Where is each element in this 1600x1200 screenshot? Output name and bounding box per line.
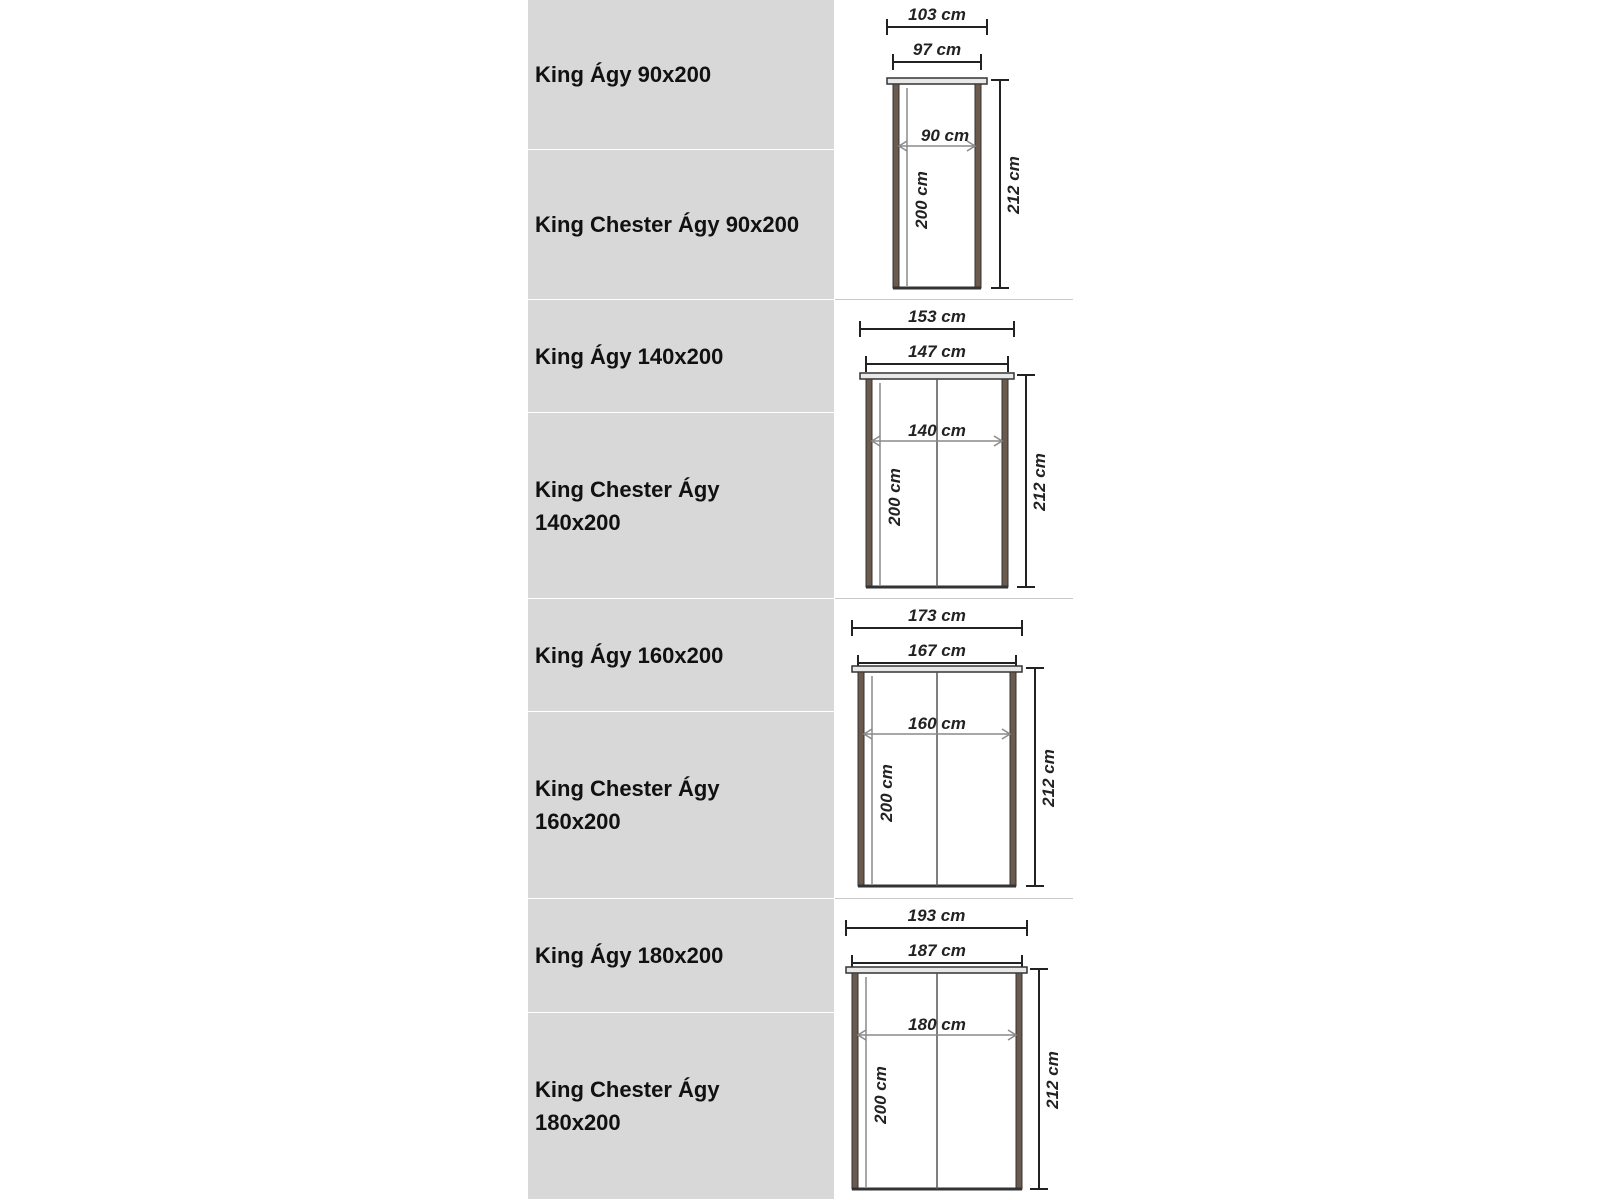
mattress-length-label: 200 cm xyxy=(871,1066,890,1124)
bed-name-cell xyxy=(528,599,834,712)
frame-right-side xyxy=(1002,379,1008,587)
frame-width-dimension-label: 187 cm xyxy=(908,941,966,960)
bed-diagram-cell xyxy=(835,0,1073,300)
frame-width-dimension-label: 147 cm xyxy=(908,342,966,361)
mattress-length-label: 200 cm xyxy=(912,171,931,229)
bed-dimension-diagram xyxy=(835,0,1073,300)
bed-diagram-cell xyxy=(835,899,1073,1200)
total-length-label: 212 cm xyxy=(1043,1051,1062,1109)
mattress-width-label: 180 cm xyxy=(908,1015,966,1034)
bed-name: King Chester Ágy 90x200 xyxy=(535,212,800,237)
outer-width-dimension-label: 193 cm xyxy=(907,906,966,925)
bed-name: King Ágy 140x200 xyxy=(535,343,724,369)
mattress-length-label: 200 cm xyxy=(877,764,896,822)
total-length-label: 212 cm xyxy=(1004,156,1023,214)
headboard xyxy=(846,967,1027,973)
bed-name-cell xyxy=(528,1013,834,1200)
mattress-width-label: 140 cm xyxy=(908,421,966,440)
headboard xyxy=(860,373,1014,379)
bed-dimension-diagram xyxy=(835,599,1073,899)
frame-width-dimension-label: 97 cm xyxy=(912,40,962,59)
bed-name-cell xyxy=(528,300,834,413)
frame-right-side xyxy=(975,84,981,288)
frame-left-side xyxy=(893,84,899,288)
headboard xyxy=(887,78,987,84)
outer-width-dimension-label: 153 cm xyxy=(908,307,966,326)
bed-diagram-cell xyxy=(835,300,1073,599)
bed-name: King Ágy 90x200 xyxy=(535,62,712,87)
mattress-width-label: 90 cm xyxy=(920,126,970,145)
total-length-label: 212 cm xyxy=(1030,453,1049,511)
bed-name: King Chester Ágy 180x200 xyxy=(535,1077,720,1135)
bed-name-cell xyxy=(528,150,834,300)
bed-name: King Chester Ágy 160x200 xyxy=(535,776,720,834)
bed-name-cell xyxy=(528,0,834,150)
mattress-length-label: 200 cm xyxy=(885,468,904,526)
frame-left-side xyxy=(852,973,858,1189)
bed-name: King Ágy 160x200 xyxy=(535,642,724,668)
outer-width-dimension-label: 103 cm xyxy=(908,5,966,24)
bed-name-cell xyxy=(528,899,834,1013)
bed-name-cell xyxy=(528,712,834,899)
bed-name: King Ágy 180x200 xyxy=(535,943,724,968)
mattress-width-label: 160 cm xyxy=(908,714,966,733)
bed-dimension-diagram xyxy=(835,300,1073,599)
bed-diagram-cell xyxy=(835,599,1073,899)
frame-width-dimension-label: 167 cm xyxy=(908,641,966,660)
frame-left-side xyxy=(858,672,864,886)
outer-width-dimension-label: 173 cm xyxy=(908,606,966,625)
bed-size-table xyxy=(528,0,1073,1200)
bed-dimension-diagram xyxy=(835,899,1073,1200)
frame-left-side xyxy=(866,379,872,587)
frame-right-side xyxy=(1016,973,1022,1189)
total-length-label: 212 cm xyxy=(1039,749,1058,807)
bed-name-cell xyxy=(528,413,834,599)
frame-right-side xyxy=(1010,672,1016,886)
bed-name: King Chester Ágy 140x200 xyxy=(535,476,720,535)
headboard xyxy=(852,666,1022,672)
